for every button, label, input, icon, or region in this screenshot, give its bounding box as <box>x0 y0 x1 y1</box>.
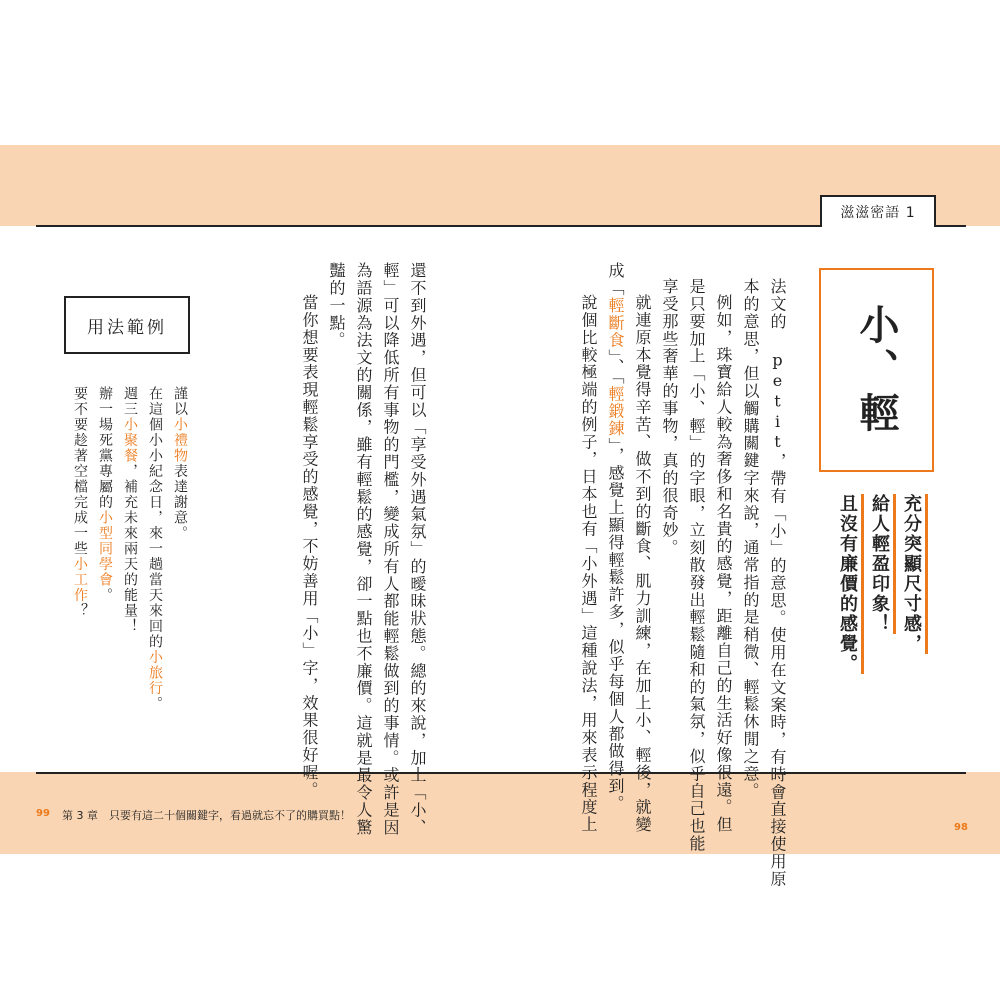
usage-example: 謹以小禮物表達謝意。 <box>172 386 188 541</box>
body-column <box>603 262 628 812</box>
body-column: 豔的一點。 <box>327 262 346 349</box>
highlight-keyword: 輕斷食 <box>606 296 625 350</box>
subtitle-line-3: 且沒有廉價的感覺。 <box>836 494 864 674</box>
usage-example: 辦一場死黨專屬的小型同學會。 <box>97 386 113 603</box>
highlight-keyword: 小工作 <box>72 556 88 603</box>
body-column: 還不到外遇，但可以「享受外遇氣氛」的曖昧狀態。總的來說，加上「小、 <box>408 262 427 837</box>
chapter-footer-text: 第 3 章 只要有這二十個關鍵字，看過就忘不了的購買點！ <box>62 809 351 822</box>
body-column: 是只要加上「小、輕」的字眼，立刻散發出輕鬆隨和的氣氛，似乎自己也能 <box>687 278 706 853</box>
subtitle-line-2: 給人輕盈印象！ <box>868 494 896 634</box>
body-column: 本的意思，但以觸購關鍵字來說，通常指的是稍微、輕鬆休閒之意。 <box>741 278 760 800</box>
highlight-keyword: 小型同學會 <box>97 510 113 588</box>
body-column: 輕」可以降低所有事物的門檻，變成所有人都能輕鬆做到的事情。或許是因 <box>381 262 400 837</box>
title-box <box>819 268 934 472</box>
page-title: 小、輕 <box>853 304 899 436</box>
body-column: 為語源為法文的關係，雖有輕鬆的感覺，卻一點也不廉價。這就是最令人驚 <box>354 262 373 837</box>
body-column: 就連原本覺得辛苦、做不到的斷食、肌力訓練，在加上小、輕後，就變 <box>633 294 652 834</box>
body-text: 成「 <box>606 262 625 297</box>
highlight-keyword: 小旅行 <box>147 649 163 696</box>
usage-example: 要不要趁著空檔完成一些小工作？ <box>72 386 88 619</box>
usage-example: 週三小聚餐，補充未來兩天的能量！ <box>122 386 138 634</box>
subtitle-line-1: 充分突顯尺寸感， <box>900 494 928 654</box>
usage-example: 在這個小小紀念日，來一趟當天來回的小旅行。 <box>147 386 163 712</box>
usage-example-label: 用法範例 <box>64 296 190 354</box>
body-column: 例如，珠寶給人較為奢侈和名貴的感覺，距離自己的生活好像很遠。但 <box>714 294 733 834</box>
footer-rule <box>36 772 966 774</box>
body-text: 」，感覺上顯得輕鬆許多，似乎每個人都做得到。 <box>606 437 625 813</box>
body-text: 」、「 <box>606 349 625 386</box>
section-tab: 滋滋密語 1 <box>820 195 936 227</box>
body-column: 享受那些奢華的事物，真的很奇妙。 <box>660 278 679 557</box>
highlight-keyword: 小禮物 <box>172 417 188 464</box>
body-column: 法文的 petit，帶有「小」的意思。使用在文案時，有時會直接使用原 <box>768 278 787 888</box>
body-column: 說個比較極端的例子，日本也有「小外遇」這種說法，用來表示程度上 <box>579 294 598 834</box>
highlight-keyword: 輕鍛鍊 <box>606 385 625 438</box>
right-page-number: 98 <box>954 822 968 833</box>
body-column: 當你想要表現輕鬆享受的感覺，不妨善用「小」字，效果很好喔。 <box>300 294 319 799</box>
left-page-number: 99 <box>36 808 50 819</box>
highlight-keyword: 小聚餐 <box>122 417 138 464</box>
